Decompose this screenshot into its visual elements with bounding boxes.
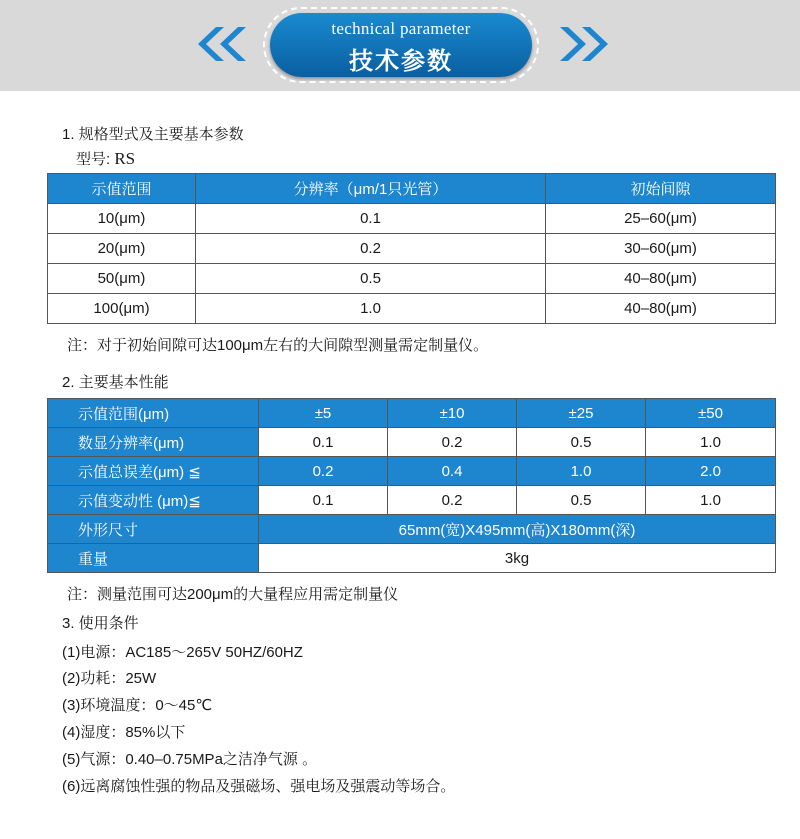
table-cell: 2.0 xyxy=(646,457,776,486)
table-row xyxy=(48,294,776,324)
table-cell: 20(μm) xyxy=(48,234,196,264)
table-cell: ±10 xyxy=(388,399,517,428)
table-cell: 0.2 xyxy=(196,234,546,264)
table-cell: 1.0 xyxy=(517,457,646,486)
table-cell: 50(μm) xyxy=(48,264,196,294)
table-cell: 0.2 xyxy=(388,428,517,457)
model-label: 型号: xyxy=(76,151,111,168)
row-label: 重量 xyxy=(48,544,259,573)
table-cell: 0.5 xyxy=(517,486,646,515)
table-cell: ±5 xyxy=(259,399,388,428)
table-cell: 30–60(μm) xyxy=(546,234,776,264)
table-cell: 0.2 xyxy=(259,457,388,486)
weight-value: 3kg xyxy=(259,544,776,573)
performance-header-row xyxy=(48,399,776,428)
row-label: 示值变动性 (μm)≦ xyxy=(48,486,259,515)
section3-heading: 3. 使用条件 xyxy=(62,615,139,632)
table-cell: 1.0 xyxy=(196,294,546,324)
section2-heading: 2. 主要基本性能 xyxy=(62,374,169,391)
col-header: 初始间隙 xyxy=(546,174,776,204)
table-row xyxy=(48,544,776,573)
row-label: 示值范围(μm) xyxy=(48,399,259,428)
condition-item: (3)环境温度：0～45℃ xyxy=(62,697,213,714)
table-row xyxy=(48,234,776,264)
table-row xyxy=(48,486,776,515)
table-cell: 1.0 xyxy=(646,428,776,457)
title-chinese: 技术参数 xyxy=(349,48,453,75)
table-row xyxy=(48,204,776,234)
double-chevron-right-icon xyxy=(552,27,616,61)
spec-table xyxy=(47,173,776,324)
condition-item: (2)功耗：25W xyxy=(62,670,157,687)
condition-item: (4)湿度：85%以下 xyxy=(62,724,186,741)
table-cell: ±25 xyxy=(517,399,646,428)
table-cell: 100(μm) xyxy=(48,294,196,324)
table-cell: 25–60(μm) xyxy=(546,204,776,234)
table-cell: 40–80(μm) xyxy=(546,294,776,324)
title-english: technical parameter xyxy=(331,19,471,38)
dimension-value: 65mm(宽)X495mm(高)X180mm(深) xyxy=(259,515,776,544)
model-row xyxy=(76,148,135,169)
col-header: 分辨率（μm/1只光管） xyxy=(196,174,546,204)
double-chevron-left-icon xyxy=(190,27,254,61)
section1-heading: 1. 规格型式及主要基本参数 xyxy=(62,126,244,143)
condition-item: (5)气源：0.40–0.75MPa之洁净气源 。 xyxy=(62,751,318,768)
condition-item: (6)远离腐蚀性强的物品及强磁场、强电场及强震动等场合。 xyxy=(62,778,456,795)
spec-table-header xyxy=(48,174,776,204)
section1-note: 注：对于初始间隙可达100μm左右的大间隙型测量需定制量仪。 xyxy=(67,337,489,354)
model-value: RS xyxy=(114,149,136,168)
table-cell: 10(μm) xyxy=(48,204,196,234)
condition-item: (1)电源：AC185～265V 50HZ/60HZ xyxy=(62,644,303,661)
table-cell: 0.1 xyxy=(259,486,388,515)
table-cell: 0.5 xyxy=(517,428,646,457)
table-cell: 1.0 xyxy=(646,486,776,515)
col-header: 示值范围 xyxy=(48,174,196,204)
row-label: 示值总误差(μm) ≦ xyxy=(48,457,259,486)
table-cell: 0.1 xyxy=(259,428,388,457)
table-cell: ±50 xyxy=(646,399,776,428)
table-cell: 0.1 xyxy=(196,204,546,234)
header-band xyxy=(0,0,800,91)
table-row xyxy=(48,457,776,486)
row-label: 数显分辨率(μm) xyxy=(48,428,259,457)
table-cell: 40–80(μm) xyxy=(546,264,776,294)
table-row xyxy=(48,515,776,544)
title-badge xyxy=(270,13,532,77)
table-cell: 0.4 xyxy=(388,457,517,486)
table-cell: 0.2 xyxy=(388,486,517,515)
row-label: 外形尺寸 xyxy=(48,515,259,544)
performance-table xyxy=(47,398,776,573)
table-cell: 0.5 xyxy=(196,264,546,294)
section2-note: 注：测量范围可达200μm的大量程应用需定制量仪 xyxy=(67,586,399,603)
table-row xyxy=(48,428,776,457)
table-row xyxy=(48,264,776,294)
